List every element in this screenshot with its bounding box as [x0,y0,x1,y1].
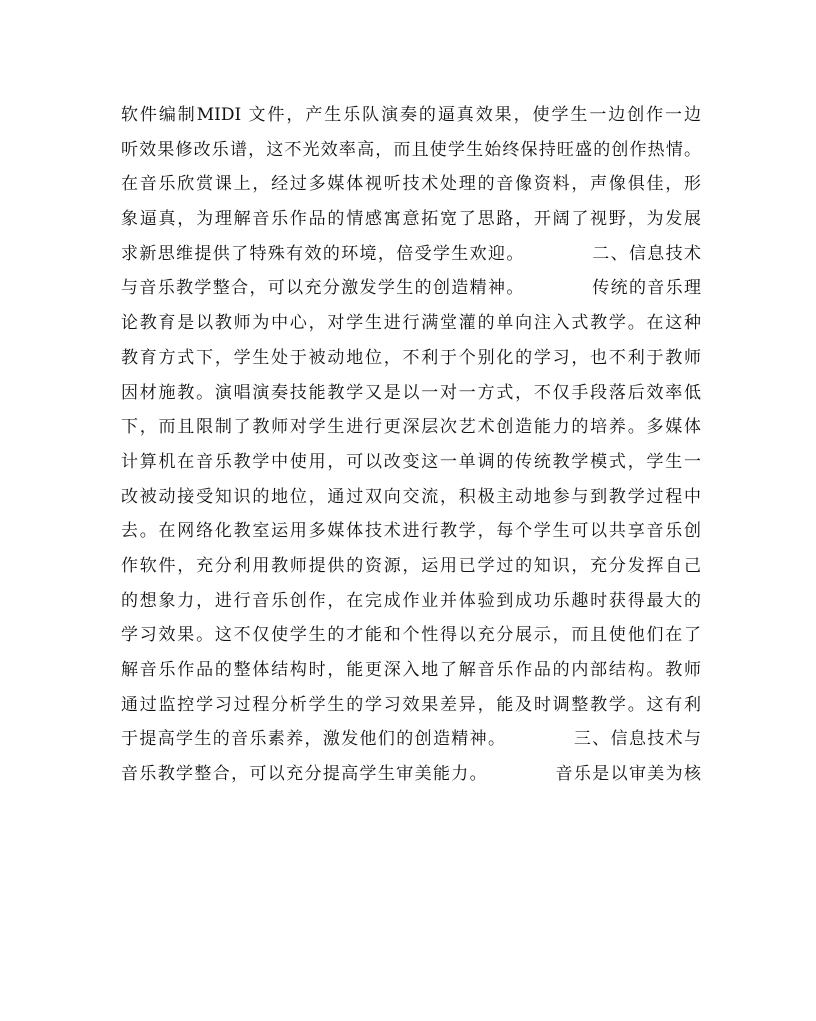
text-line-7: 论教育是以教师为中心，对学生进行满堂灌的单向注入式教学。在这种 [121,313,701,334]
text-line-10: 下，而且限制了教师对学生进行更深层次艺术创造能力的培养。多媒体 [121,417,701,438]
text-line-9: 因材施教。演唱演奏技能教学又是以一对一方式，不仅手段落后效率低 [121,382,701,403]
text-line-17: 解音乐作品的整体结构时，能更深入地了解音乐作品的内部结构。教师 [121,660,701,680]
text-line-19: 于提高学生的音乐素养，激发他们的创造精神。 三、信息技术与 [121,729,701,750]
text-line-5: 求新思维提供了特殊有效的环境，倍受学生欢迎。 二、信息技术 [121,243,701,264]
text-line-13: 去。在网络化教室运用多媒体技术进行教学，每个学生可以共享音乐创 [121,521,701,542]
text-line-3: 在音乐欣赏课上，经过多媒体视听技术处理的音像资料，声像俱佳，形 [121,174,701,195]
text-line-4: 象逼真，为理解音乐作品的情感寓意拓宽了思路，开阔了视野，为发展 [121,209,701,230]
text-line-20: 音乐教学整合，可以充分提高学生审美能力。 音乐是以审美为核 [121,764,701,785]
text-line-11: 计算机在音乐教学中使用，可以改变这一单调的传统教学模式，学生一 [121,451,701,472]
text-line-14: 作软件，充分利用教师提供的资源，运用已学过的知识，充分发挥自己 [121,555,701,576]
text-line-15: 的想象力，进行音乐创作，在完成作业并体验到成功乐趣时获得最大的 [121,590,701,611]
text-line-16: 学习效果。这不仅使学生的才能和个性得以充分展示，而且使他们在了 [121,625,701,646]
text-line-6: 与音乐教学整合，可以充分激发学生的创造精神。 传统的音乐理 [121,278,701,299]
text-line-8: 教育方式下，学生处于被动地位，不利于个别化的学习，也不利于教师 [121,347,701,368]
text-line-2: 听效果修改乐谱，这不光效率高，而且使学生始终保持旺盛的创作热情。 [121,139,701,160]
text-line-18: 通过监控学习过程分析学生的学习效果差异，能及时调整教学。这有利 [121,694,701,715]
text-line-1: 软件编制MIDI 文件，产生乐队演奏的逼真效果，使学生一边创作一边 [121,105,701,125]
text-line-12: 改被动接受知识的地位，通过双向交流，积极主动地参与到教学过程中 [121,486,701,507]
body-text [121,98,701,792]
